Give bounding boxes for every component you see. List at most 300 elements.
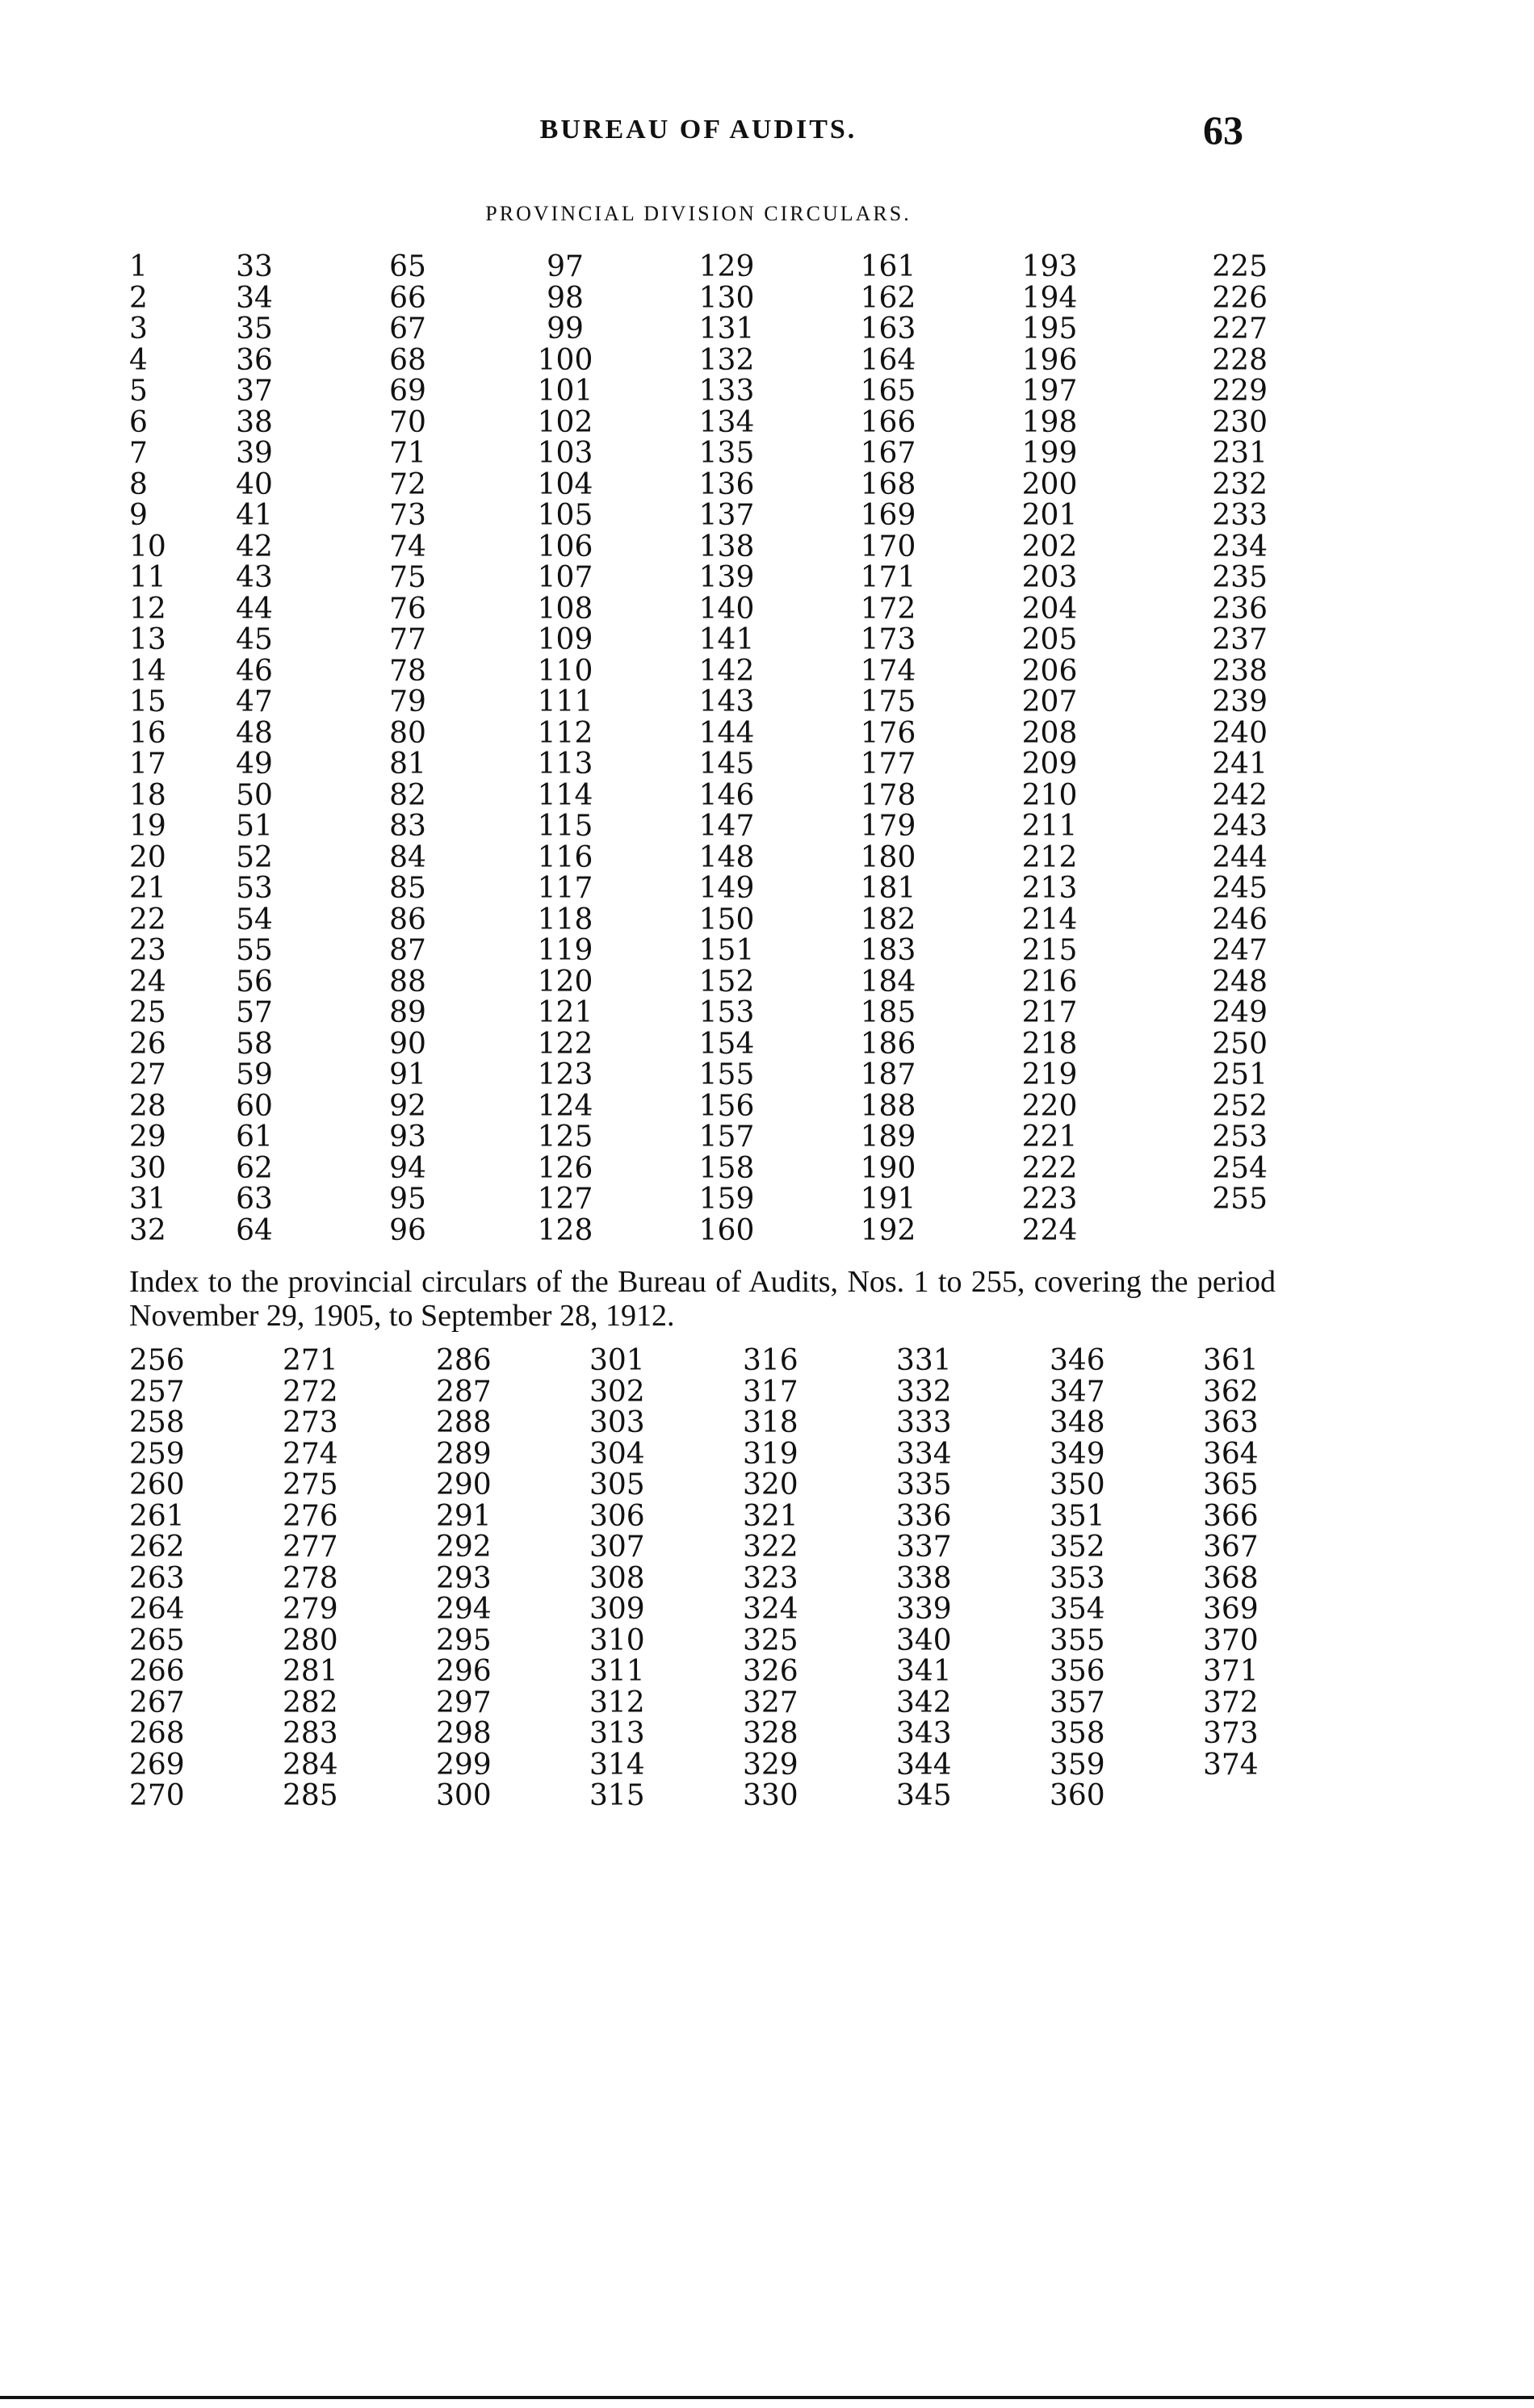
table-cell: 180	[860, 840, 916, 874]
table-cell: 91	[389, 1058, 426, 1091]
table-cell: 121	[537, 996, 593, 1029]
table-cell: 363	[1203, 1406, 1259, 1439]
table-cell: 345	[896, 1779, 952, 1812]
table-cell: 16	[129, 716, 166, 750]
table-cell: 76	[389, 592, 426, 626]
table-cell: 316	[743, 1344, 798, 1377]
table-cell: 132	[698, 343, 755, 377]
table-cell: 305	[589, 1468, 645, 1501]
table-cell: 3	[129, 312, 148, 345]
circulars-number-table-1	[129, 252, 1276, 1246]
table-cell: 276	[283, 1499, 338, 1533]
table-cell: 85	[389, 872, 426, 905]
table-cell: 149	[698, 872, 755, 905]
table-cell: 87	[389, 934, 426, 967]
table-cell: 240	[1212, 716, 1268, 750]
table-row	[129, 314, 1276, 345]
table-cell: 336	[896, 1499, 952, 1533]
table-cell: 213	[1021, 872, 1078, 905]
table-cell: 361	[1203, 1344, 1259, 1377]
table-cell: 246	[1212, 902, 1268, 936]
table-cell: 333	[896, 1406, 952, 1439]
table-cell: 274	[283, 1437, 338, 1471]
table-cell: 320	[743, 1468, 798, 1501]
table-cell: 287	[436, 1375, 492, 1409]
table-cell: 92	[389, 1089, 426, 1123]
table-cell: 334	[896, 1437, 952, 1471]
table-cell: 185	[860, 996, 916, 1029]
table-cell: 72	[389, 467, 426, 501]
table-cell: 186	[860, 1027, 916, 1061]
table-row	[129, 1656, 1276, 1688]
table-cell: 328	[743, 1717, 798, 1750]
table-cell: 234	[1212, 530, 1268, 563]
table-cell: 248	[1212, 965, 1268, 999]
table-cell: 257	[129, 1375, 185, 1409]
table-cell: 217	[1021, 996, 1078, 1029]
table-cell: 281	[283, 1655, 338, 1688]
table-cell: 283	[283, 1717, 338, 1750]
table-cell: 140	[698, 592, 755, 626]
table-cell: 183	[860, 934, 916, 967]
table-cell: 309	[589, 1593, 645, 1626]
table-cell: 12	[129, 592, 166, 626]
table-cell: 251	[1212, 1058, 1268, 1091]
table-cell: 7	[129, 437, 148, 470]
table-cell: 19	[129, 810, 166, 843]
table-cell: 210	[1021, 778, 1078, 812]
table-cell: 198	[1021, 405, 1078, 439]
table-cell: 353	[1050, 1561, 1105, 1595]
table-cell: 21	[129, 872, 166, 905]
table-cell: 49	[236, 748, 273, 781]
table-cell: 351	[1050, 1499, 1105, 1533]
table-cell: 1	[129, 250, 148, 283]
table-cell: 125	[537, 1120, 593, 1154]
table-row	[129, 1781, 1276, 1812]
table-cell: 280	[283, 1623, 338, 1657]
table-cell: 253	[1212, 1120, 1268, 1154]
table-cell: 304	[589, 1437, 645, 1471]
table-cell	[1130, 1216, 1276, 1247]
table-cell: 134	[698, 405, 755, 439]
table-row	[129, 1060, 1276, 1091]
table-cell: 95	[389, 1183, 426, 1216]
table-cell: 90	[389, 1027, 426, 1061]
table-cell: 163	[860, 312, 916, 345]
table-row	[129, 563, 1276, 594]
table-cell: 164	[860, 343, 916, 377]
table-cell: 285	[283, 1779, 338, 1812]
table-cell: 112	[537, 716, 593, 750]
table-cell: 373	[1203, 1717, 1259, 1750]
table-cell: 235	[1212, 561, 1268, 594]
table-cell: 199	[1021, 437, 1078, 470]
table-cell: 220	[1021, 1089, 1078, 1123]
table-cell: 337	[896, 1531, 952, 1564]
table-row	[129, 936, 1276, 967]
table-cell: 366	[1203, 1499, 1259, 1533]
table-cell: 306	[589, 1499, 645, 1533]
table-cell: 290	[436, 1468, 492, 1501]
table-cell: 53	[236, 872, 273, 905]
table-row	[129, 1501, 1276, 1533]
table-row	[129, 656, 1276, 688]
table-cell: 151	[698, 934, 755, 967]
table-cell: 39	[236, 437, 273, 470]
table-cell: 191	[860, 1183, 916, 1216]
table-cell: 81	[389, 748, 426, 781]
table-cell: 196	[1021, 343, 1078, 377]
table-cell: 165	[860, 375, 916, 408]
table-cell: 371	[1203, 1655, 1259, 1688]
table-cell: 15	[129, 685, 166, 718]
table-cell: 173	[860, 623, 916, 656]
table-cell: 31	[129, 1183, 166, 1216]
table-cell: 239	[1212, 685, 1268, 718]
table-cell: 200	[1021, 467, 1078, 501]
table-cell: 327	[743, 1686, 798, 1719]
table-cell: 292	[436, 1531, 492, 1564]
table-row	[129, 376, 1276, 408]
table-cell: 364	[1203, 1437, 1259, 1471]
table-cell: 310	[589, 1623, 645, 1657]
table-row	[129, 1532, 1276, 1564]
table-cell: 322	[743, 1531, 798, 1564]
table-cell: 115	[537, 810, 593, 843]
table-cell: 177	[860, 748, 916, 781]
table-cell: 205	[1021, 623, 1078, 656]
table-cell: 221	[1021, 1120, 1078, 1154]
table-cell: 255	[1212, 1183, 1268, 1216]
table-cell: 358	[1050, 1717, 1105, 1750]
table-cell: 67	[389, 312, 426, 345]
table-cell: 249	[1212, 996, 1268, 1029]
table-row	[129, 843, 1276, 874]
table-cell: 302	[589, 1375, 645, 1409]
table-row	[129, 1719, 1276, 1750]
table-row	[129, 1626, 1276, 1657]
table-cell: 86	[389, 902, 426, 936]
table-cell: 189	[860, 1120, 916, 1154]
running-title: BUREAU OF AUDITS.	[539, 115, 857, 144]
table-row	[129, 718, 1276, 750]
table-cell: 182	[860, 902, 916, 936]
table-cell	[1203, 1781, 1276, 1812]
table-cell: 101	[537, 375, 593, 408]
table-cell: 37	[236, 375, 273, 408]
table-cell: 123	[537, 1058, 593, 1091]
table-cell: 261	[129, 1499, 185, 1533]
table-cell: 332	[896, 1375, 952, 1409]
table-cell: 10	[129, 530, 166, 563]
table-cell: 201	[1021, 499, 1078, 532]
table-cell: 263	[129, 1561, 185, 1595]
table-row	[129, 1594, 1276, 1626]
table-cell: 297	[436, 1686, 492, 1719]
table-cell: 130	[698, 281, 755, 315]
table-row	[129, 1122, 1276, 1154]
table-cell: 98	[547, 281, 584, 315]
table-cell: 120	[537, 965, 593, 999]
table-cell: 362	[1203, 1375, 1259, 1409]
table-cell: 129	[698, 250, 755, 283]
table-cell: 207	[1021, 685, 1078, 718]
table-cell: 171	[860, 561, 916, 594]
table-cell: 321	[743, 1499, 798, 1533]
table-cell: 148	[698, 840, 755, 874]
table-cell: 36	[236, 343, 273, 377]
table-cell: 75	[389, 561, 426, 594]
table-cell: 284	[283, 1748, 338, 1782]
table-cell: 294	[436, 1593, 492, 1626]
table-row	[129, 905, 1276, 936]
table-cell: 30	[129, 1151, 166, 1185]
table-cell: 365	[1203, 1468, 1259, 1501]
table-cell: 93	[389, 1120, 426, 1154]
table-cell: 331	[896, 1344, 952, 1377]
table-cell: 188	[860, 1089, 916, 1123]
table-cell: 298	[436, 1717, 492, 1750]
table-cell: 267	[129, 1686, 185, 1719]
table-cell: 100	[537, 343, 593, 377]
table-cell: 330	[743, 1779, 798, 1812]
table-cell: 127	[537, 1183, 593, 1216]
table-row	[129, 1564, 1276, 1595]
table-cell: 268	[129, 1717, 185, 1750]
table-cell: 166	[860, 405, 916, 439]
table-cell: 222	[1021, 1151, 1078, 1185]
table-cell: 355	[1050, 1623, 1105, 1657]
table-cell: 59	[236, 1058, 273, 1091]
table-cell: 22	[129, 902, 166, 936]
table-cell: 344	[896, 1748, 952, 1782]
table-row	[129, 1154, 1276, 1185]
table-cell: 154	[698, 1027, 755, 1061]
table-cell: 58	[236, 1027, 273, 1061]
table-row	[129, 532, 1276, 563]
table-cell: 160	[698, 1213, 755, 1247]
table-cell: 300	[436, 1779, 492, 1812]
table-cell: 233	[1212, 499, 1268, 532]
table-cell: 141	[698, 623, 755, 656]
table-cell: 299	[436, 1748, 492, 1782]
table-cell: 258	[129, 1406, 185, 1439]
table-cell: 231	[1212, 437, 1268, 470]
table-cell: 250	[1212, 1027, 1268, 1061]
table-cell: 65	[389, 250, 426, 283]
table-cell: 350	[1050, 1468, 1105, 1501]
table-cell: 270	[129, 1779, 185, 1812]
table-cell: 370	[1203, 1623, 1259, 1657]
table-row	[129, 500, 1276, 532]
table-cell: 325	[743, 1623, 798, 1657]
table-row	[129, 1091, 1276, 1123]
table-cell: 126	[537, 1151, 593, 1185]
table-row	[129, 998, 1276, 1029]
table-cell: 224	[1021, 1213, 1078, 1247]
table-cell: 161	[860, 250, 916, 283]
table-row	[129, 1377, 1276, 1409]
table-cell: 116	[537, 840, 593, 874]
table-cell: 212	[1021, 840, 1078, 874]
table-cell: 202	[1021, 530, 1078, 563]
table-cell: 114	[537, 778, 593, 812]
table-cell: 225	[1212, 250, 1268, 283]
table-cell: 208	[1021, 716, 1078, 750]
table-cell: 348	[1050, 1406, 1105, 1439]
table-cell: 74	[389, 530, 426, 563]
table-cell: 9	[129, 499, 148, 532]
table-cell: 103	[537, 437, 593, 470]
table-cell: 110	[537, 654, 593, 688]
table-cell: 288	[436, 1406, 492, 1439]
table-cell: 147	[698, 810, 755, 843]
table-cell: 122	[537, 1027, 593, 1061]
table-cell: 368	[1203, 1561, 1259, 1595]
table-cell: 96	[389, 1213, 426, 1247]
table-row	[129, 470, 1276, 501]
table-row	[129, 594, 1276, 626]
table-cell: 174	[860, 654, 916, 688]
table-cell: 318	[743, 1406, 798, 1439]
table-cell: 236	[1212, 592, 1268, 626]
table-cell: 307	[589, 1531, 645, 1564]
table-row	[129, 345, 1276, 377]
table-cell: 51	[236, 810, 273, 843]
table-cell: 38	[236, 405, 273, 439]
table-cell: 168	[860, 467, 916, 501]
table-cell: 360	[1050, 1779, 1105, 1812]
section-title: PROVINCIAL DIVISION CIRCULARS.	[485, 202, 912, 225]
table-cell: 142	[698, 654, 755, 688]
table-cell: 57	[236, 996, 273, 1029]
table-cell: 41	[236, 499, 273, 532]
table-cell: 216	[1021, 965, 1078, 999]
table-cell: 303	[589, 1406, 645, 1439]
table-cell: 167	[860, 437, 916, 470]
table-cell: 105	[537, 499, 593, 532]
table-cell: 215	[1021, 934, 1078, 967]
table-cell: 252	[1212, 1089, 1268, 1123]
table-cell: 24	[129, 965, 166, 999]
table-cell: 335	[896, 1468, 952, 1501]
table-cell: 275	[283, 1468, 338, 1501]
table-cell: 223	[1021, 1183, 1078, 1216]
table-cell: 33	[236, 250, 273, 283]
table-cell: 66	[389, 281, 426, 315]
table-cell: 218	[1021, 1027, 1078, 1061]
table-cell: 56	[236, 965, 273, 999]
table-cell: 78	[389, 654, 426, 688]
table-cell: 13	[129, 623, 166, 656]
table-cell: 145	[698, 748, 755, 781]
table-cell: 18	[129, 778, 166, 812]
table-cell: 88	[389, 965, 426, 999]
table-row	[129, 625, 1276, 656]
table-cell: 45	[236, 623, 273, 656]
table-cell: 372	[1203, 1686, 1259, 1719]
table-cell: 264	[129, 1593, 185, 1626]
index-note: Index to the provincial circulars of the Bureau of Audits, Nos. 1 to 255, covering the period November 29, 1905, to September 28, 1912.	[129, 1265, 1276, 1333]
table-cell: 374	[1203, 1748, 1259, 1782]
table-row	[129, 1688, 1276, 1719]
table-cell: 291	[436, 1499, 492, 1533]
table-cell: 282	[283, 1686, 338, 1719]
table-cell: 6	[129, 405, 148, 439]
table-cell: 153	[698, 996, 755, 1029]
table-cell: 102	[537, 405, 593, 439]
table-cell: 143	[698, 685, 755, 718]
table-cell: 214	[1021, 902, 1078, 936]
table-cell: 144	[698, 716, 755, 750]
table-cell: 109	[537, 623, 593, 656]
table-cell: 241	[1212, 748, 1268, 781]
table-cell: 108	[537, 592, 593, 626]
table-cell: 80	[389, 716, 426, 750]
table-cell: 119	[537, 934, 593, 967]
table-cell: 203	[1021, 561, 1078, 594]
table-cell: 324	[743, 1593, 798, 1626]
table-cell: 133	[698, 375, 755, 408]
table-cell: 262	[129, 1531, 185, 1564]
table-cell: 230	[1212, 405, 1268, 439]
table-row	[129, 749, 1276, 781]
table-cell: 83	[389, 810, 426, 843]
table-cell: 192	[860, 1213, 916, 1247]
table-cell: 265	[129, 1623, 185, 1657]
table-cell: 266	[129, 1655, 185, 1688]
table-cell: 237	[1212, 623, 1268, 656]
table-cell: 226	[1212, 281, 1268, 315]
table-cell: 131	[698, 312, 755, 345]
table-cell: 73	[389, 499, 426, 532]
table-cell: 242	[1212, 778, 1268, 812]
table-cell: 341	[896, 1655, 952, 1688]
table-cell: 52	[236, 840, 273, 874]
table-cell: 35	[236, 312, 273, 345]
table-cell: 61	[236, 1120, 273, 1154]
table-cell: 359	[1050, 1748, 1105, 1782]
table-cell: 178	[860, 778, 916, 812]
table-row	[129, 1216, 1276, 1247]
table-cell: 346	[1050, 1344, 1105, 1377]
table-cell: 68	[389, 343, 426, 377]
table-cell: 197	[1021, 375, 1078, 408]
table-cell: 139	[698, 561, 755, 594]
table-cell: 312	[589, 1686, 645, 1719]
table-cell: 323	[743, 1561, 798, 1595]
table-cell: 26	[129, 1027, 166, 1061]
table-row	[129, 967, 1276, 999]
table-cell: 338	[896, 1561, 952, 1595]
table-cell: 278	[283, 1561, 338, 1595]
table-cell: 70	[389, 405, 426, 439]
table-cell: 113	[537, 748, 593, 781]
table-cell: 301	[589, 1344, 645, 1377]
table-row	[129, 1750, 1276, 1782]
table-cell: 32	[129, 1213, 166, 1247]
table-cell: 156	[698, 1089, 755, 1123]
table-cell: 146	[698, 778, 755, 812]
table-cell: 8	[129, 467, 148, 501]
table-cell: 47	[236, 685, 273, 718]
table-cell: 187	[860, 1058, 916, 1091]
table-cell: 317	[743, 1375, 798, 1409]
table-cell: 329	[743, 1748, 798, 1782]
table-cell: 194	[1021, 281, 1078, 315]
table-cell: 169	[860, 499, 916, 532]
